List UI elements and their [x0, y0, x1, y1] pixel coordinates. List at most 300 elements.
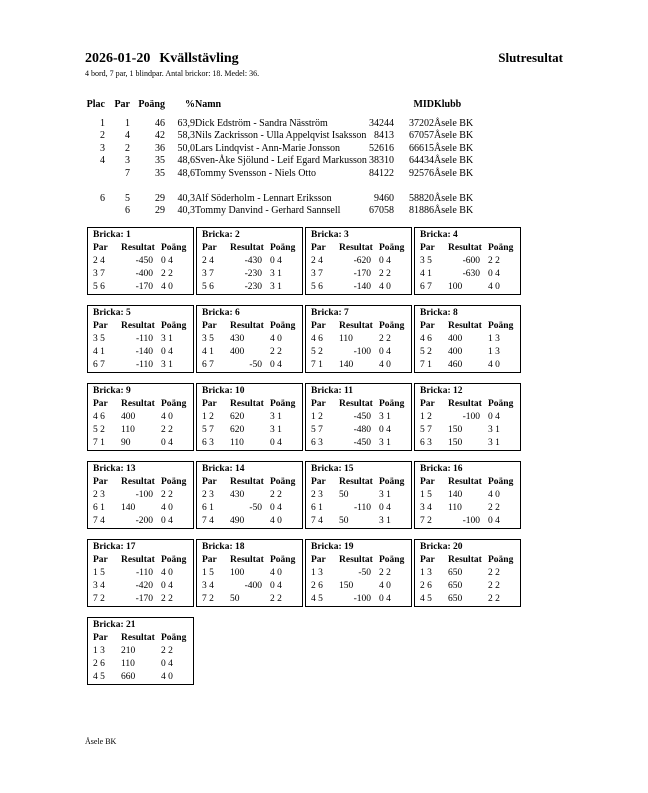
bricka-row	[311, 489, 411, 502]
bricka-row	[420, 437, 520, 450]
bricka-cell-resultat: 460	[448, 360, 463, 370]
bricka-cell-poang: 4 0	[270, 516, 282, 526]
bricka-row	[202, 567, 302, 580]
bricka-cell-resultat: -110	[135, 334, 153, 344]
bricka-row	[93, 580, 193, 593]
bricka-row	[311, 359, 411, 372]
bricka-cell-par: 3 4	[202, 581, 214, 591]
bricka-column-header-par: Par	[93, 321, 108, 331]
bricka-cell-par: 7 2	[420, 516, 432, 526]
bricka-row	[311, 567, 411, 580]
bricka-cell-resultat: -450	[353, 412, 371, 422]
bricka-cell-resultat: -400	[244, 581, 262, 591]
bricka-column-header-resultat: Resultat	[448, 399, 482, 409]
bricka-title: Bricka: 4	[420, 230, 458, 240]
bricka-cell-par: 4 5	[93, 672, 105, 682]
bricka-cell-resultat: 400	[448, 334, 463, 344]
bricka-table	[305, 461, 412, 529]
column-header-plac: Plac	[86, 99, 105, 110]
bricka-title: Bricka: 6	[202, 308, 240, 318]
bricka-cell-par: 7 4	[202, 516, 214, 526]
bricka-title: Bricka: 3	[311, 230, 349, 240]
bricka-cell-poang: 0 4	[379, 256, 391, 266]
bricka-cell-poang: 4 0	[161, 282, 173, 292]
bricka-column-header-par: Par	[420, 477, 435, 487]
bricka-cell-par: 4 6	[311, 334, 323, 344]
bricka-cell-par: 4 1	[202, 347, 214, 357]
bricka-header-row	[93, 320, 193, 333]
standings-cell-klubb: Åsele BK	[434, 130, 474, 141]
standings-cell-poang: 35	[155, 167, 165, 179]
standings-cell-mid2: 37202	[409, 117, 434, 129]
bricka-cell-resultat: 140	[448, 490, 463, 500]
bricka-title: Bricka: 10	[202, 386, 245, 396]
bricka-column-header-poang: Poäng	[161, 321, 187, 331]
standings-cell-klubb: Åsele BK	[434, 192, 474, 204]
bricka-cell-poang: 0 4	[488, 516, 500, 526]
bricka-cell-poang: 3 1	[379, 438, 391, 448]
bricka-cell-poang: 4 0	[488, 282, 500, 292]
standings-cell-klubb: Åsele BK	[434, 142, 474, 154]
bricka-row	[202, 515, 302, 528]
standings-body	[85, 118, 525, 218]
standings-cell-poang: 36	[155, 142, 165, 154]
bricka-cell-par: 1 2	[311, 412, 323, 422]
bricka-cell-par: 4 6	[93, 412, 105, 422]
bricka-cell-resultat: -140	[135, 347, 153, 357]
bricka-cell-poang: 0 4	[161, 581, 173, 591]
bricka-cell-par: 3 7	[311, 269, 323, 279]
bricka-cell-poang: 2 2	[379, 568, 391, 578]
bricka-row	[420, 333, 520, 346]
bricka-header-row	[202, 320, 302, 333]
standings-cell-par: 7	[125, 167, 130, 179]
bricka-header-row	[93, 398, 193, 411]
bricka-column-header-poang: Poäng	[161, 399, 187, 409]
bricka-column-header-par: Par	[420, 243, 435, 253]
bricka-cell-poang: 3 1	[379, 412, 391, 422]
bricka-table	[87, 305, 194, 373]
bricka-row	[311, 437, 411, 450]
bricka-cell-resultat: -110	[135, 568, 153, 578]
standings-header-row	[85, 99, 525, 118]
bricka-cell-poang: 0 4	[161, 438, 173, 448]
standings-cell-poang: 46	[155, 117, 165, 129]
bricka-row	[420, 502, 520, 515]
bricka-title: Bricka: 20	[420, 542, 463, 552]
bricka-column-header-poang: Poäng	[379, 399, 405, 409]
bricka-table	[87, 227, 194, 295]
bricka-cell-poang: 3 1	[270, 412, 282, 422]
standings-row	[85, 168, 525, 181]
bricka-header-row	[93, 242, 193, 255]
bricka-cell-poang: 0 4	[270, 360, 282, 370]
standings-cell-mid2: 58820	[409, 192, 434, 204]
bricka-row	[93, 255, 193, 268]
bricka-cell-par: 2 3	[93, 490, 105, 500]
bricka-table	[305, 383, 412, 451]
bricka-cell-resultat: 110	[448, 503, 462, 513]
bricka-cell-resultat: 650	[448, 581, 463, 591]
bricka-column-header-resultat: Resultat	[339, 555, 373, 565]
bricka-cell-resultat: 430	[230, 490, 245, 500]
bricka-cell-par: 7 2	[93, 594, 105, 604]
bricka-title: Bricka: 5	[93, 308, 131, 318]
bricka-row	[420, 346, 520, 359]
bricka-cell-par: 2 4	[311, 256, 323, 266]
bricka-header-row	[420, 476, 520, 489]
bricka-row	[311, 593, 411, 606]
bricka-cell-poang: 0 4	[270, 438, 282, 448]
bricka-title: Bricka: 14	[202, 464, 245, 474]
bricka-title: Bricka: 2	[202, 230, 240, 240]
bricka-cell-par: 2 4	[202, 256, 214, 266]
bricka-row	[93, 502, 193, 515]
bricka-cell-par: 3 4	[420, 503, 432, 513]
bricka-column-header-poang: Poäng	[379, 555, 405, 565]
bricka-title: Bricka: 18	[202, 542, 245, 552]
bricka-cell-poang: 2 2	[379, 269, 391, 279]
standings-cell-pct: 40,3	[177, 205, 195, 216]
standings-cell-pct: 50,0	[177, 142, 195, 154]
bricka-column-header-poang: Poäng	[270, 477, 296, 487]
bricka-cell-poang: 2 2	[488, 581, 500, 591]
bricka-cell-resultat: -170	[353, 269, 371, 279]
standings-gap-row	[85, 180, 525, 193]
bricka-cell-poang: 0 4	[161, 516, 173, 526]
bricka-cell-poang: 2 2	[488, 503, 500, 513]
column-header-poang: Poäng	[138, 99, 165, 110]
bricka-column-header-par: Par	[311, 399, 326, 409]
bricka-cell-par: 7 4	[93, 516, 105, 526]
bricka-cell-resultat: -50	[249, 503, 262, 513]
bricka-title: Bricka: 1	[93, 230, 131, 240]
bricka-row	[311, 515, 411, 528]
standings-cell-klubb: Åsele BK	[434, 205, 474, 216]
standings-cell-namn: Alf Söderholm - Lennart Eriksson	[195, 192, 332, 204]
bricka-cell-poang: 2 2	[161, 425, 173, 435]
bricka-row	[202, 346, 302, 359]
standings-cell-poang: 42	[155, 130, 165, 141]
standings-cell-namn: Dick Edström - Sandra Näsström	[195, 117, 328, 129]
bricka-cell-resultat: 660	[121, 672, 136, 682]
bricka-cell-par: 5 7	[311, 425, 323, 435]
bricka-row	[311, 281, 411, 294]
bricka-cell-poang: 4 0	[270, 334, 282, 344]
standings-cell-poang: 35	[155, 155, 165, 166]
standings-cell-mid1: 38310	[369, 155, 394, 166]
bricka-cell-poang: 0 4	[161, 659, 173, 669]
bricka-header-row	[311, 398, 411, 411]
standings-cell-namn: Lars Lindqvist - Ann-Marie Jonsson	[195, 142, 340, 154]
bricka-cell-resultat: 110	[121, 659, 135, 669]
bricka-title: Bricka: 15	[311, 464, 354, 474]
bricka-cell-resultat: 50	[230, 594, 240, 604]
standings-cell-plac: 2	[100, 130, 105, 141]
bricka-column-header-resultat: Resultat	[121, 243, 155, 253]
bricka-cell-par: 3 4	[93, 581, 105, 591]
bricka-row	[202, 411, 302, 424]
bricka-row	[93, 489, 193, 502]
bricka-cell-par: 2 6	[311, 581, 323, 591]
bricka-table	[414, 539, 521, 607]
bricka-table	[196, 227, 303, 295]
bricka-column-header-resultat: Resultat	[230, 555, 264, 565]
bricka-row	[93, 424, 193, 437]
bricka-cell-par: 7 1	[311, 360, 323, 370]
bricka-cell-par: 6 3	[420, 438, 432, 448]
bricka-cell-par: 6 7	[420, 282, 432, 292]
bricka-cell-resultat: -170	[135, 282, 153, 292]
event-date: 2026-01-20	[85, 51, 151, 66]
bricka-column-header-par: Par	[93, 243, 108, 253]
bricka-cell-resultat: 150	[448, 425, 463, 435]
bricka-cell-resultat: -430	[244, 256, 262, 266]
page-header	[85, 50, 563, 67]
bricka-row	[202, 281, 302, 294]
bricka-row	[93, 593, 193, 606]
bricka-row	[93, 281, 193, 294]
bricka-column-header-par: Par	[202, 555, 217, 565]
bricka-column-header-poang: Poäng	[270, 399, 296, 409]
bricka-cell-par: 5 2	[420, 347, 432, 357]
bricka-cell-par: 6 3	[311, 438, 323, 448]
bricka-cell-resultat: 90	[121, 438, 131, 448]
bricka-cell-resultat: 400	[121, 412, 136, 422]
bricka-cell-resultat: -480	[353, 425, 371, 435]
standings-cell-mid2: 67057	[409, 130, 434, 141]
bricka-column-header-par: Par	[93, 633, 108, 643]
bricka-column-header-poang: Poäng	[161, 555, 187, 565]
bricka-cell-poang: 4 0	[488, 360, 500, 370]
bricka-table	[196, 539, 303, 607]
bricka-cell-par: 1 5	[420, 490, 432, 500]
bricka-column-header-poang: Poäng	[270, 243, 296, 253]
bricka-cell-poang: 2 2	[161, 269, 173, 279]
bricka-cell-resultat: 620	[230, 425, 245, 435]
bricka-column-header-resultat: Resultat	[339, 477, 373, 487]
standings-row	[85, 155, 525, 168]
bricka-cell-poang: 4 0	[379, 360, 391, 370]
bricka-table	[305, 227, 412, 295]
column-header-pct: %	[185, 99, 195, 110]
standings-cell-mid1: 67058	[369, 205, 394, 216]
bricka-row	[202, 580, 302, 593]
bricka-cell-poang: 3 1	[270, 425, 282, 435]
bricka-cell-poang: 3 1	[379, 490, 391, 500]
bricka-column-header-poang: Poäng	[270, 321, 296, 331]
bricka-cell-resultat: -50	[249, 360, 262, 370]
bricka-cell-par: 4 1	[420, 269, 432, 279]
standings-cell-par: 4	[125, 130, 130, 141]
bricka-cell-resultat: 400	[230, 347, 245, 357]
bricka-cell-poang: 0 4	[161, 347, 173, 357]
standings-row	[85, 143, 525, 156]
bricka-cell-poang: 4 0	[161, 568, 173, 578]
bricka-cell-poang: 3 1	[488, 438, 500, 448]
standings-cell-mid2: 92576	[409, 167, 434, 179]
bricka-cell-poang: 3 1	[379, 516, 391, 526]
bricka-cell-par: 1 5	[202, 568, 214, 578]
bricka-cell-par: 1 2	[420, 412, 432, 422]
bricka-cell-resultat: -100	[462, 516, 480, 526]
column-header-namn: Namn	[195, 99, 222, 110]
bricka-table	[87, 539, 194, 607]
bricka-cell-poang: 2 2	[488, 594, 500, 604]
bricka-header-row	[202, 476, 302, 489]
bricka-column-header-resultat: Resultat	[121, 633, 155, 643]
bricka-cell-poang: 0 4	[270, 256, 282, 266]
bricka-cell-resultat: -170	[135, 594, 153, 604]
bricka-header-row	[420, 554, 520, 567]
bricka-cell-par: 3 7	[202, 269, 214, 279]
bricka-cell-par: 2 3	[311, 490, 323, 500]
bricka-cell-resultat: -110	[135, 360, 153, 370]
bricka-cell-resultat: 430	[230, 334, 245, 344]
bricka-column-header-resultat: Resultat	[121, 477, 155, 487]
bricka-header-row	[311, 476, 411, 489]
bricka-row	[420, 411, 520, 424]
bricka-cell-par: 5 2	[311, 347, 323, 357]
bricka-row	[420, 424, 520, 437]
bricka-row	[202, 489, 302, 502]
bricka-header-row	[311, 242, 411, 255]
bricka-column-header-poang: Poäng	[270, 555, 296, 565]
bricka-cell-par: 4 5	[311, 594, 323, 604]
report-type-label: Slutresultat	[498, 50, 563, 65]
standings-cell-pct: 40,3	[177, 192, 195, 204]
bricka-column-header-par: Par	[311, 243, 326, 253]
bricka-cell-poang: 3 1	[161, 360, 173, 370]
bricka-row	[311, 333, 411, 346]
bricka-cell-poang: 2 2	[488, 568, 500, 578]
bricka-row	[311, 268, 411, 281]
bricka-column-header-poang: Poäng	[488, 555, 514, 565]
bricka-column-header-par: Par	[202, 477, 217, 487]
bricka-cell-resultat: 400	[448, 347, 463, 357]
bricka-table	[414, 461, 521, 529]
bricka-cell-poang: 3 1	[270, 269, 282, 279]
bricka-column-header-resultat: Resultat	[121, 399, 155, 409]
bricka-cell-poang: 4 0	[161, 503, 173, 513]
bricka-header-row	[420, 398, 520, 411]
standings-cell-pct: 63,9	[177, 117, 195, 129]
bricka-cell-resultat: 100	[230, 568, 245, 578]
standings-cell-klubb: Åsele BK	[434, 155, 474, 166]
bricka-cell-resultat: 150	[448, 438, 463, 448]
bricka-row	[202, 502, 302, 515]
bricka-cell-resultat: -600	[462, 256, 480, 266]
bricka-cell-poang: 0 4	[161, 256, 173, 266]
bricka-table	[196, 461, 303, 529]
bricka-title: Bricka: 21	[93, 620, 136, 630]
bricka-cell-resultat: -100	[353, 347, 371, 357]
bricka-cell-poang: 4 0	[270, 568, 282, 578]
bricka-cell-par: 5 6	[311, 282, 323, 292]
bricka-cell-resultat: 490	[230, 516, 245, 526]
bricka-row	[420, 567, 520, 580]
bricka-table	[305, 539, 412, 607]
bricka-column-header-poang: Poäng	[379, 243, 405, 253]
bricka-cell-par: 5 6	[202, 282, 214, 292]
bricka-cell-poang: 0 4	[379, 594, 391, 604]
bricka-cell-poang: 4 0	[379, 581, 391, 591]
standings-cell-namn: Tommy Danvind - Gerhard Sannsell	[195, 205, 341, 216]
bricka-cell-poang: 2 2	[270, 347, 282, 357]
bricka-table	[414, 305, 521, 373]
bricka-cell-par: 2 6	[420, 581, 432, 591]
bricka-row	[420, 515, 520, 528]
bricka-title: Bricka: 8	[420, 308, 458, 318]
standings-cell-namn: Nils Zackrisson - Ulla Appelqvist Isaksson	[195, 130, 367, 141]
bricka-cell-par: 7 1	[420, 360, 432, 370]
bricka-cell-poang: 4 0	[161, 412, 173, 422]
bricka-column-header-poang: Poäng	[379, 477, 405, 487]
bricka-column-header-resultat: Resultat	[121, 555, 155, 565]
bricka-title: Bricka: 7	[311, 308, 349, 318]
bricka-grid	[87, 227, 525, 685]
standings-cell-mid2: 64434	[409, 155, 434, 166]
bricka-table	[196, 383, 303, 451]
bricka-row	[311, 580, 411, 593]
bricka-table	[87, 461, 194, 529]
bricka-cell-poang: 0 4	[379, 503, 391, 513]
bricka-cell-par: 6 1	[93, 503, 105, 513]
bricka-row	[93, 437, 193, 450]
bricka-cell-poang: 2 2	[488, 256, 500, 266]
bricka-cell-poang: 0 4	[379, 347, 391, 357]
bricka-column-header-resultat: Resultat	[448, 243, 482, 253]
bricka-cell-resultat: -50	[358, 568, 371, 578]
standings-cell-mid2: 81886	[409, 205, 434, 216]
bricka-row	[93, 515, 193, 528]
standings-cell-plac: 3	[100, 142, 105, 154]
bricka-cell-par: 6 3	[202, 438, 214, 448]
bricka-cell-resultat: 50	[339, 490, 349, 500]
standings-cell-plac: 1	[100, 117, 105, 129]
standings-cell-mid2: 66615	[409, 142, 434, 154]
bricka-row	[202, 437, 302, 450]
bricka-cell-par: 7 2	[202, 594, 214, 604]
bricka-header-row	[93, 632, 193, 645]
bricka-cell-resultat: 100	[448, 282, 463, 292]
bricka-cell-resultat: -420	[135, 581, 153, 591]
bricka-cell-par: 4 6	[420, 334, 432, 344]
standings-table	[85, 99, 525, 218]
bricka-row	[202, 424, 302, 437]
bricka-cell-resultat: -630	[462, 269, 480, 279]
bricka-cell-poang: 2 2	[161, 490, 173, 500]
bricka-column-header-poang: Poäng	[379, 321, 405, 331]
bricka-cell-par: 3 5	[202, 334, 214, 344]
standings-cell-pct: 48,6	[177, 167, 195, 179]
bricka-column-header-par: Par	[311, 321, 326, 331]
event-name: Kvällstävling	[159, 51, 239, 66]
bricka-cell-resultat: -110	[353, 503, 371, 513]
bricka-cell-par: 5 6	[93, 282, 105, 292]
bricka-cell-poang: 3 1	[270, 282, 282, 292]
standings-cell-plac	[85, 205, 105, 218]
bricka-cell-resultat: -230	[244, 282, 262, 292]
bricka-row	[202, 268, 302, 281]
bricka-cell-poang: 4 0	[488, 490, 500, 500]
bricka-row	[420, 268, 520, 281]
bricka-cell-resultat: 650	[448, 568, 463, 578]
bricka-cell-par: 2 4	[93, 256, 105, 266]
bricka-header-row	[93, 476, 193, 489]
bricka-cell-resultat: -620	[353, 256, 371, 266]
bricka-cell-resultat: 150	[339, 581, 354, 591]
